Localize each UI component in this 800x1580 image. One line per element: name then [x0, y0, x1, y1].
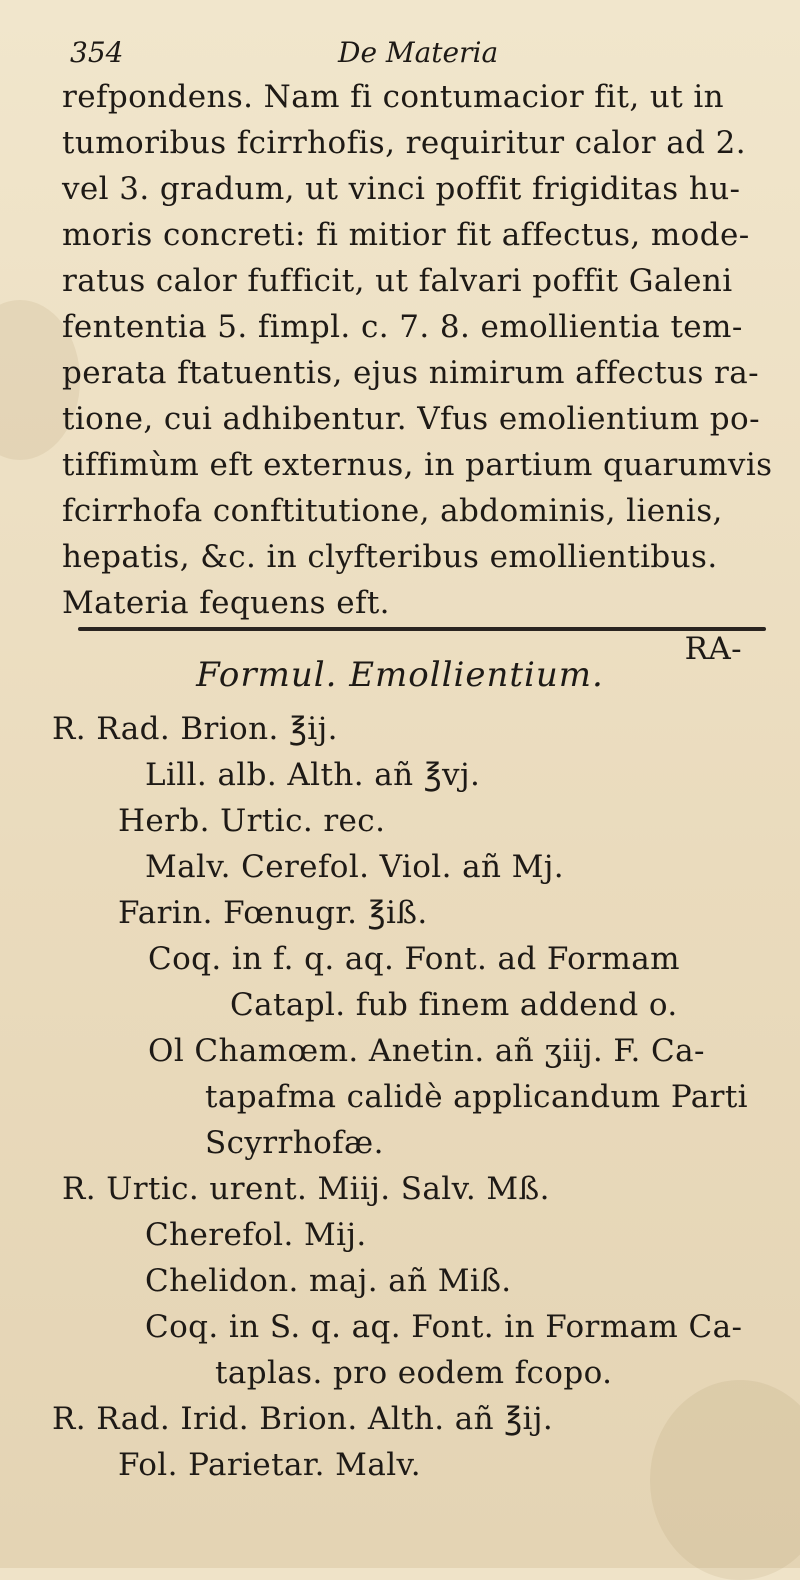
formula-title: Formul. Emollientium. [196, 655, 604, 695]
page-header [70, 36, 770, 76]
text-line: hepatis, &c. in clyfteribus emollientibus. [62, 539, 718, 575]
prescription-line: R. Rad. Irid. Brion. Alth. añ ℥ij. [52, 1401, 554, 1437]
paper-stain [650, 1380, 800, 1580]
prescription-line: Coq. in f. q. aq. Font. ad Formam [148, 941, 680, 977]
prescription-line: Herb. Urtic. rec. [118, 803, 386, 839]
text-line: Materia fequens eft. [62, 585, 390, 621]
running-head: De Materia [338, 36, 499, 69]
text-line: fententia 5. fimpl. c. 7. 8. emollientia tem- [62, 309, 743, 345]
prescription-line: Lill. alb. Alth. añ ℥vj. [145, 757, 481, 793]
text-line: tione, cui adhibentur. Vfus emolientium po- [62, 401, 760, 437]
text-line: fcirrhofa conftitutione, abdominis, lienis, [62, 493, 723, 529]
prescription-line: Ol Chamœm. Anetin. añ ʒiij. F. Ca- [148, 1033, 705, 1069]
prescription-line: Fol. Parietar. Malv. [118, 1447, 422, 1483]
text-line: tumoribus fcirrhofis, requiritur calor ad 2. [62, 125, 746, 161]
text-line: refpondens. Nam fi contumacior fit, ut in [62, 79, 724, 115]
prescription-line: Cherefol. Mij. [145, 1217, 367, 1253]
text-line: ratus calor fufficit, ut falvari poffit Galeni [62, 263, 733, 299]
text-line: tiffimùm eft externus, in partium quarumvis [62, 447, 773, 483]
prescription-line: Chelidon. maj. añ Miß. [145, 1263, 512, 1299]
text-line: moris concreti: fi mitior fit affectus, mode- [62, 217, 750, 253]
prescription-line: taplas. pro eodem fcopo. [215, 1355, 613, 1391]
text-line: perata ftatuentis, ejus nimirum affectus ra- [62, 355, 760, 391]
text-line: vel 3. gradum, ut vinci poffit frigiditas hu- [62, 171, 741, 207]
prescription-line: R. Urtic. urent. Miij. Salv. Mß. [62, 1171, 550, 1207]
page-number: 354 [70, 36, 124, 69]
prescription-line: Coq. in S. q. aq. Font. in Formam Ca- [145, 1309, 743, 1345]
catchword: RA- [684, 631, 742, 667]
prescription-line: R. Rad. Brion. ℥ij. [52, 711, 338, 747]
prescription-line: Scyrrhofæ. [205, 1125, 384, 1161]
section-rule [78, 627, 766, 631]
paragraph [62, 74, 772, 672]
prescription-line: Catapl. fub finem addend o. [230, 987, 678, 1023]
prescription-line: Farin. Fœnugr. ℥iß. [118, 895, 428, 931]
prescription-line: Malv. Cerefol. Viol. añ Mj. [145, 849, 565, 885]
prescription-line: tapafma calidè applicandum Parti [205, 1079, 748, 1115]
